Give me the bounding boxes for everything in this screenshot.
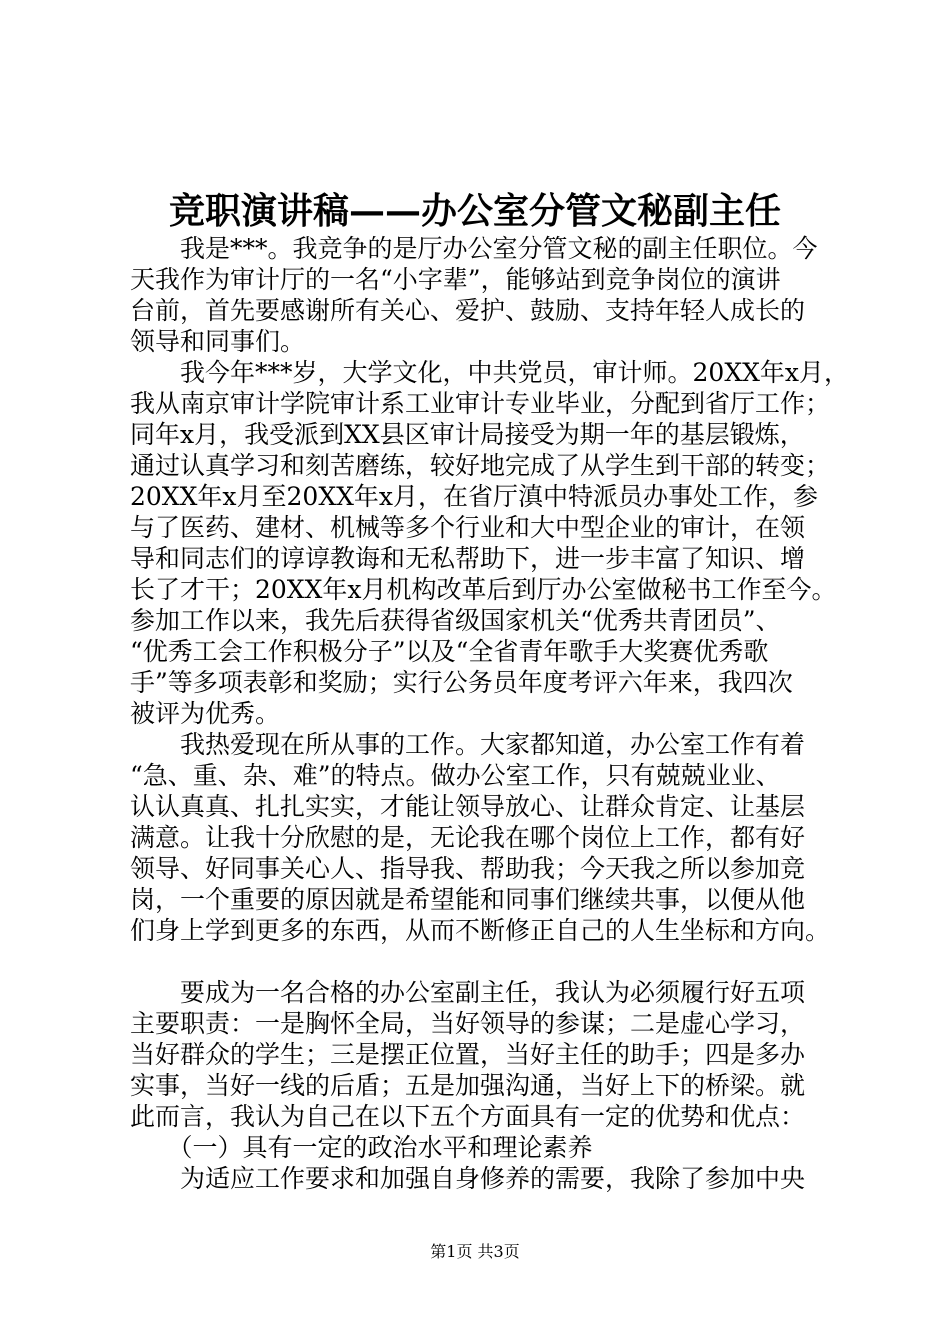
text-line: 手”等多项表彰和奖励；实行公务员年度考评六年来，我四次 (130, 668, 793, 697)
text-line: 天我作为审计厅的一名“小字辈”，能够站到竞争岗位的演讲 (130, 265, 781, 294)
text-line: 此而言，我认为自己在以下五个方面具有一定的优势和优点： (130, 1102, 806, 1131)
text-line: 为适应工作要求和加强自身修养的需要，我除了参加中央 (130, 1164, 806, 1193)
page-footer: 第1页 共3页 (430, 1242, 520, 1261)
text-line: 长了才干；20XX年x月机构改革后到厅办公室做秘书工作至今。 (130, 575, 837, 604)
text-line: 岗，一个重要的原因就是希望能和同事们继续共事，以便从他 (130, 885, 806, 914)
text-line: 主要职责：一是胸怀全局，当好领导的参谋；二是虚心学习， (130, 1009, 806, 1038)
text-line: 通过认真学习和刻苦磨练，较好地完成了从学生到干部的转变； (130, 451, 831, 480)
text-line: 我热爱现在所从事的工作。大家都知道，办公室工作有着 (130, 730, 806, 759)
text-line: “急、重、杂、难”的特点。做办公室工作，只有兢兢业业、 (130, 761, 781, 790)
text-line: 们身上学到更多的东西，从而不断修正自己的人生坐标和方向。 (130, 916, 831, 945)
text-line: 领导和同事们。 (130, 327, 306, 356)
text-line: 台前，首先要感谢所有关心、爱护、鼓励、支持年轻人成长的 (130, 296, 806, 325)
text-line: （一）具有一定的政治水平和理论素养 (130, 1133, 593, 1162)
text-line: 当好群众的学生；三是摆正位置，当好主任的助手；四是多办 (130, 1040, 806, 1069)
text-line: 领导、好同事关心人、指导我、帮助我；今天我之所以参加竞 (130, 854, 806, 883)
text-line: “优秀工会工作积极分子”以及“全省青年歌手大奖赛优秀歌 (130, 637, 769, 666)
text-line: 20XX年x月至20XX年x月，在省厅滇中特派员办事处工作，参 (130, 482, 819, 511)
text-line: 要成为一名合格的办公室副主任，我认为必须履行好五项 (130, 978, 806, 1007)
text-line: 我今年***岁，大学文化，中共党员，审计师。20XX年x月， (130, 358, 850, 387)
text-line: 同年x月，我受派到XX县区审计局接受为期一年的基层锻炼， (130, 420, 805, 449)
text-line: 实事，当好一线的后盾；五是加强沟通，当好上下的桥梁。就 (130, 1071, 806, 1100)
text-line: 参加工作以来，我先后获得省级国家机关“优秀共青团员”、 (130, 606, 781, 635)
text-line: 满意。让我十分欣慰的是，无论我在哪个岗位上工作，都有好 (130, 823, 806, 852)
page-title: 竞职演讲稿——办公室分管文秘副主任 (168, 190, 781, 232)
text-line: 认认真真、扎扎实实，才能让领导放心、让群众肯定、让基层 (130, 792, 806, 821)
text-line: 我是***。我竞争的是厅办公室分管文秘的副主任职位。今 (130, 234, 818, 263)
text-line: 我从南京审计学院审计系工业审计专业毕业，分配到省厅工作； (130, 389, 831, 418)
text-line: 导和同志们的谆谆教诲和无私帮助下，进一步丰富了知识、增 (130, 544, 806, 573)
text-line: 被评为优秀。 (130, 699, 281, 728)
text-line: 与了医药、建材、机械等多个行业和大中型企业的审计，在领 (130, 513, 806, 542)
